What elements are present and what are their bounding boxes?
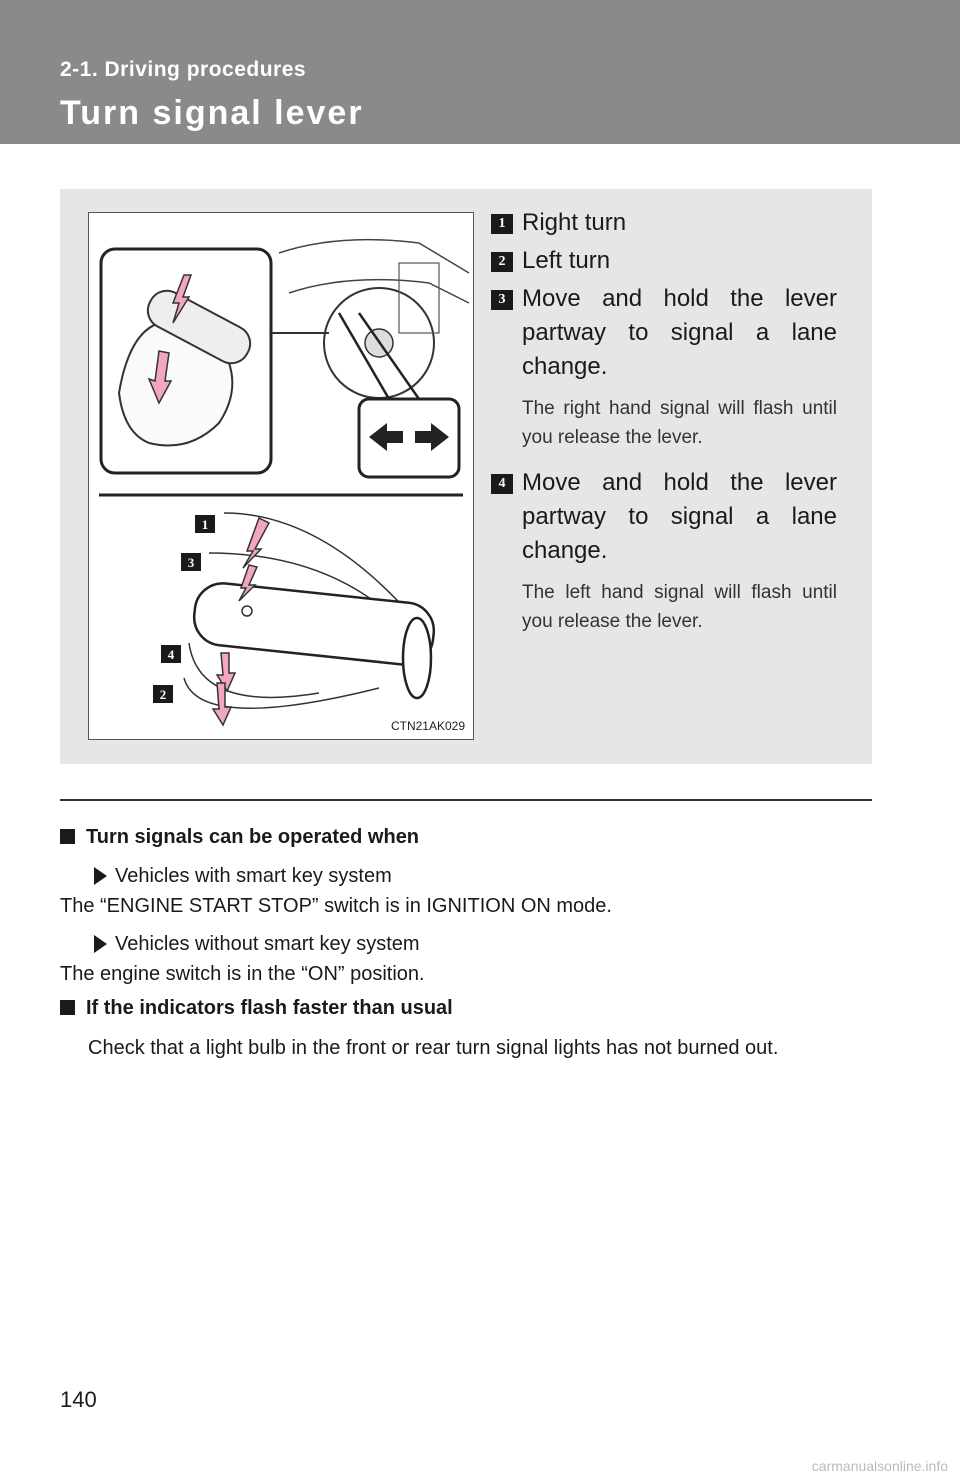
legend-number: 2 (491, 252, 513, 272)
legend-number: 3 (491, 290, 513, 310)
callout-4: 4 (167, 647, 175, 662)
legend-item (491, 244, 837, 278)
callout-1: 1 (201, 517, 209, 532)
page-title: Turn signal lever (60, 94, 364, 132)
note-heading (60, 997, 865, 1020)
lever-drawing (89, 213, 473, 739)
legend-item (491, 466, 837, 636)
callout-2: 2 (159, 687, 167, 702)
page-number: 140 (60, 1387, 97, 1412)
legend-text: Move and hold the lever partway to signal a lane change. (522, 285, 837, 380)
note-heading (60, 826, 865, 849)
figure-code: CTN21AK029 (390, 719, 465, 733)
square-bullet-icon (60, 1000, 75, 1015)
note-heading-text: If the indicators flash faster than usual (86, 997, 453, 1019)
page-header (0, 0, 960, 144)
square-bullet-icon (60, 829, 75, 844)
option-text: The “ENGINE START STOP” switch is in IGNITION ON mode. (60, 895, 612, 917)
section-divider (60, 799, 872, 801)
legend-note: The left hand signal will flash until you release the lever. (522, 582, 837, 632)
callout-3: 3 (187, 555, 195, 570)
legend-item (491, 206, 837, 240)
option-label-text: Vehicles with smart key system (115, 865, 392, 887)
legend-text: Right turn (522, 209, 627, 236)
notes-section (60, 826, 865, 1064)
lever-base (403, 618, 431, 698)
triangle-bullet-icon (94, 935, 107, 953)
section-label: 2-1. Driving procedures (60, 58, 307, 81)
option-text: The engine switch is in the “ON” position. (60, 963, 425, 985)
arrow-position-1-icon (243, 518, 269, 568)
legend-item (491, 282, 837, 452)
legend-number: 4 (491, 474, 513, 494)
option-label (60, 861, 865, 891)
legend-note: The right hand signal will flash until you release the lever. (522, 398, 837, 448)
legend-text: Left turn (522, 247, 611, 274)
turn-signal-illustration (88, 212, 474, 740)
legend-number: 1 (491, 214, 513, 234)
option-label-text: Vehicles without smart key system (115, 933, 420, 955)
triangle-bullet-icon (94, 867, 107, 885)
legend-text: Move and hold the lever partway to signal a lane change. (522, 469, 837, 564)
note-heading-text: Turn signals can be operated when (86, 826, 420, 848)
watermark: carmanualsonline.info (811, 1458, 948, 1474)
option-label (60, 929, 865, 959)
legend-list (491, 206, 837, 650)
note-paragraph: Check that a light bulb in the front or rear turn signal lights has not burned out. (88, 1037, 779, 1059)
